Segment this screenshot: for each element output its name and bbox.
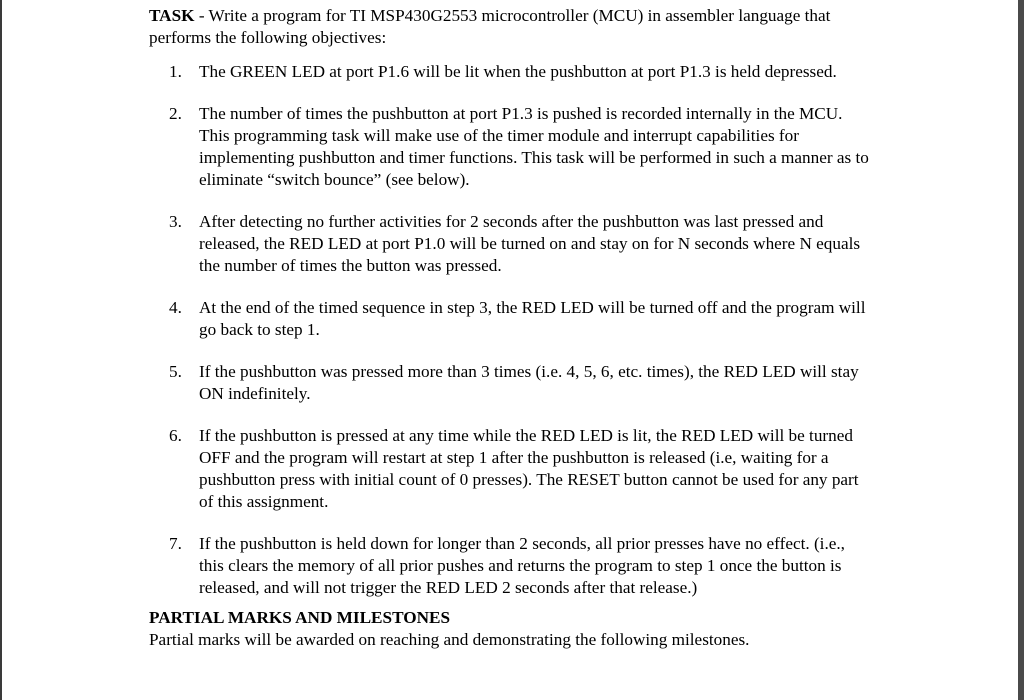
objective-item xyxy=(149,361,871,405)
window-frame-right xyxy=(1018,0,1024,700)
task-intro xyxy=(149,5,871,49)
partial-marks-heading: PARTIAL MARKS AND MILESTONES xyxy=(149,608,451,627)
objective-number: 3. xyxy=(169,212,182,231)
objective-text: If the pushbutton was pressed more than 3 times (i.e. 4, 5, 6, etc. times), the RED LED will stay ON indefinitely. xyxy=(199,362,859,403)
partial-marks-text: Partial marks will be awarded on reaching and demonstrating the following milestones. xyxy=(149,630,750,649)
objective-item xyxy=(149,297,871,341)
task-intro-text: - Write a program for TI MSP430G2553 microcontroller (MCU) in assembler language that performs the following objectives: xyxy=(149,6,831,47)
objective-item xyxy=(149,61,871,83)
task-label: TASK xyxy=(149,6,195,25)
objective-text: The GREEN LED at port P1.6 will be lit when the pushbutton at port P1.3 is held depressed. xyxy=(199,62,837,81)
objective-text: After detecting no further activities for 2 seconds after the pushbutton was last pressed and released, the RED LED at port P1.0 will be turned on and stay on for N seconds where N equals the number of times the button was pressed. xyxy=(199,212,861,275)
objective-number: 1. xyxy=(169,62,182,81)
objective-text: If the pushbutton is held down for longer than 2 seconds, all prior presses have no effect. (i.e., this clears the memory of all prior pushes and returns the program to step 1 once the button is released, and will not trigger the RED LED 2 seconds after that release.) xyxy=(199,534,845,597)
objective-number: 5. xyxy=(169,362,182,381)
document-page xyxy=(149,5,871,651)
objective-number: 7. xyxy=(169,534,182,553)
window-frame-left xyxy=(0,0,2,700)
objective-number: 6. xyxy=(169,426,182,445)
objective-text: The number of times the pushbutton at port P1.3 is pushed is recorded internally in the MCU. This programming task will make use of the timer module and interrupt capabilities for implementing pushbutton and timer functions. This task will be performed in such a manner as to eliminate “switch bounce” (see below). xyxy=(199,104,869,189)
objective-item xyxy=(149,103,871,191)
objective-item xyxy=(149,533,871,599)
objectives-list xyxy=(149,61,871,599)
objective-item xyxy=(149,211,871,277)
objective-item xyxy=(149,425,871,513)
objective-number: 2. xyxy=(169,104,182,123)
objective-text: If the pushbutton is pressed at any time while the RED LED is lit, the RED LED will be turned OFF and the program will restart at step 1 after the pushbutton is released (i.e, waiting for a pushbutton press with initial count of 0 presses). The RESET button cannot be used for any part of this assignment. xyxy=(199,426,859,511)
objective-number: 4. xyxy=(169,298,182,317)
objective-text: At the end of the timed sequence in step 3, the RED LED will be turned off and the program will go back to step 1. xyxy=(199,298,866,339)
